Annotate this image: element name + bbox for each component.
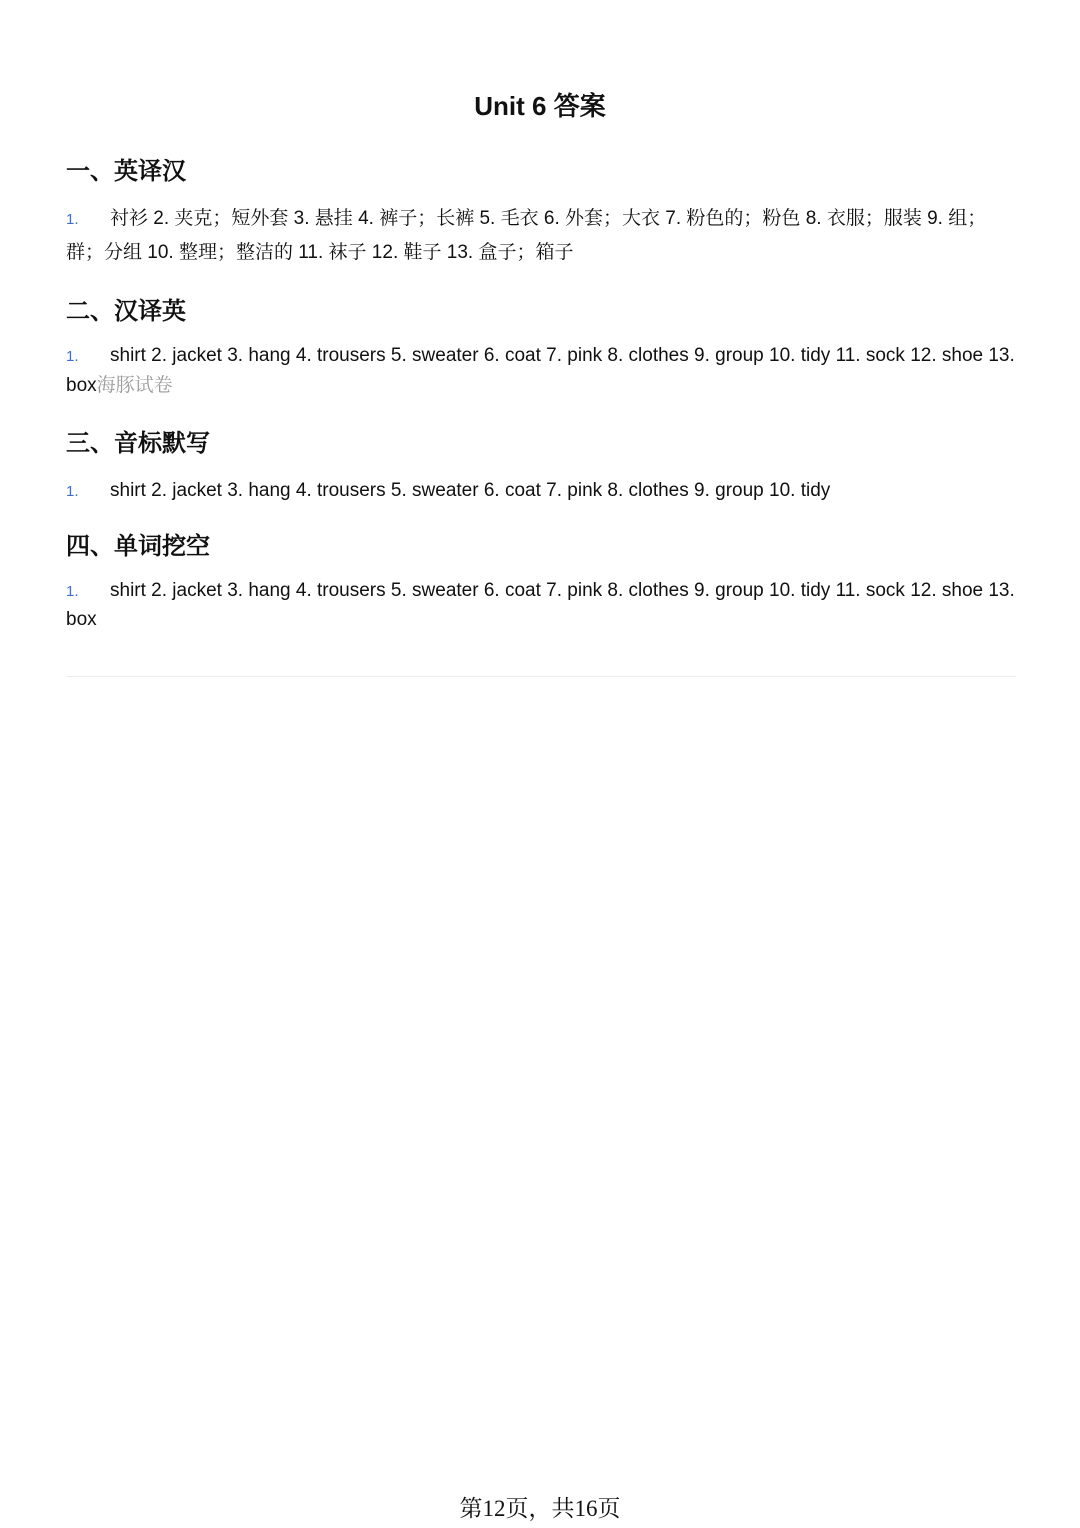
answer-text: 衬衫 2. 夹克；短外套 3. 悬挂 4. 裤子；长裤 5. 毛衣 6. 外套；大衣 7. 粉色的；粉色 8. 衣服；服装 9. 组；群；分组 10. 整理；整洁的 11. 袜子 12. 鞋子 13. 盒子；箱子 [66,208,987,263]
section-heading: 一、英译汉 [66,158,186,185]
answer-paragraph [66,474,1016,508]
item-number: 1. [66,211,79,228]
section-word-blanks [66,531,1016,634]
section-heading: 三、音标默写 [66,430,210,457]
item-number: 1. [66,483,79,500]
section-en-to-zh [66,156,1016,269]
item-number: 1. [66,348,79,365]
item-number: 1. [66,583,79,600]
watermark-text: 海豚试卷 [96,374,173,396]
answer-paragraph [66,577,1016,634]
answer-paragraph [66,342,1016,400]
answer-text: shirt 2. jacket 3. hang 4. trousers 5. sweater 6. coat 7. pink 8. clothes 9. group 10. tidy 11. sock 12. shoe 13. box [66,345,1015,396]
section-heading: 二、汉译英 [66,298,186,325]
section-divider [66,676,1016,677]
answer-paragraph [66,202,1016,269]
answer-text: shirt 2. jacket 3. hang 4. trousers 5. sweater 6. coat 7. pink 8. clothes 9. group 10. tidy [110,480,831,501]
answer-text: shirt 2. jacket 3. hang 4. trousers 5. sweater 6. coat 7. pink 8. clothes 9. group 10. tidy 11. sock 12. shoe 13. box [66,580,1015,630]
section-zh-to-en [66,296,1016,400]
section-phonetic-dictation [66,428,1016,508]
page-footer: 第12页，共16页 [459,1496,621,1521]
document-title: Unit 6 答案 [474,91,606,121]
section-heading: 四、单词挖空 [66,533,210,560]
